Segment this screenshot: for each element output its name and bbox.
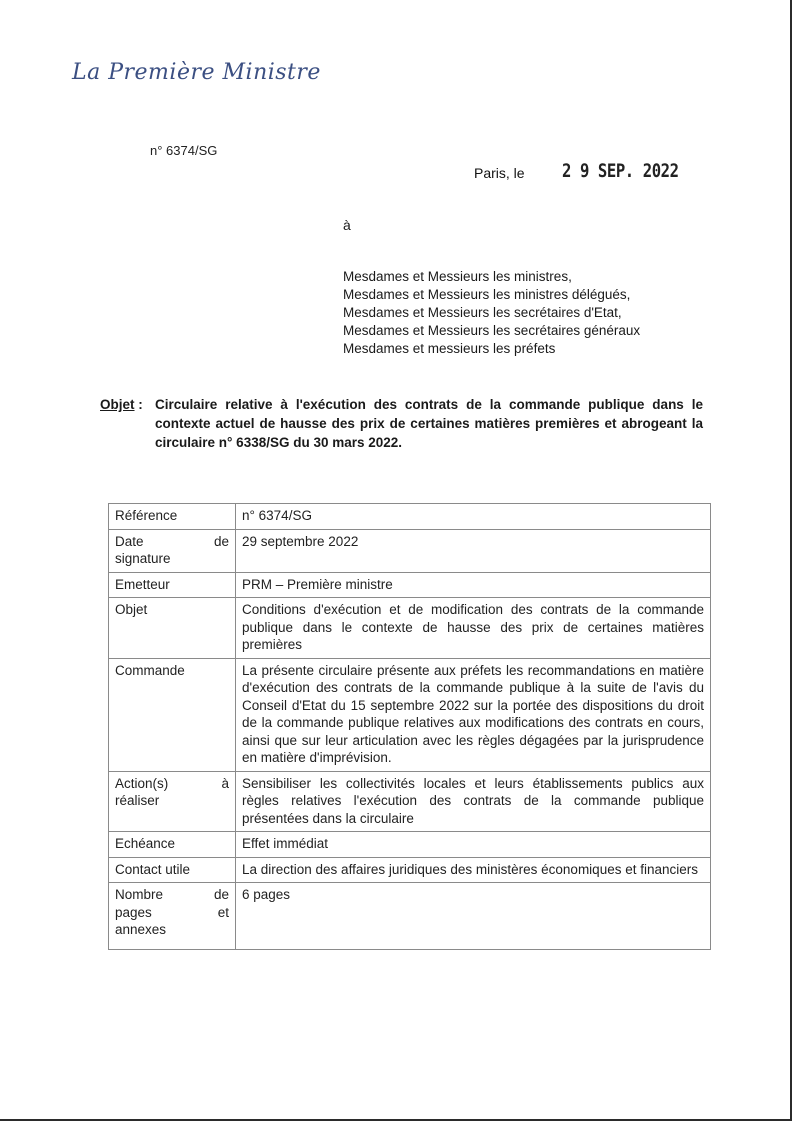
subject-text: Circulaire relative à l'exécution des contrats de la commande publique dans le contexte actuel de hausse des prix de certaines matières premières et abrogeant la circulaire n° 6338/SG du 30 mars 2022. xyxy=(155,397,703,450)
recipient-line: Mesdames et Messieurs les ministres délégués, xyxy=(343,287,631,302)
recipient-line: Mesdames et Messieurs les secrétaires d'Etat, xyxy=(343,305,622,320)
recipient-line: Mesdames et messieurs les préfets xyxy=(343,341,556,356)
summary-table xyxy=(108,503,711,950)
row-key xyxy=(109,771,236,832)
table-row xyxy=(109,832,711,858)
row-value: 29 septembre 2022 xyxy=(236,529,711,572)
row-key-line: pages et xyxy=(115,904,229,920)
row-key xyxy=(109,572,236,598)
row-value: PRM – Première ministre xyxy=(236,572,711,598)
recipient-line: Mesdames et Messieurs les ministres, xyxy=(343,269,572,284)
row-key xyxy=(109,598,236,659)
subject-label-text: Objet xyxy=(100,397,135,412)
recipient-line: Mesdames et Messieurs les secrétaires généraux xyxy=(343,323,641,338)
reference-number: n° 6374/SG xyxy=(150,143,218,158)
row-key xyxy=(109,658,236,771)
date-stamp: 2 9 SEP. 2022 xyxy=(562,160,679,182)
row-key xyxy=(109,504,236,530)
row-key xyxy=(109,857,236,883)
table-row xyxy=(109,658,711,771)
table-row xyxy=(109,771,711,832)
row-key-line: Emetteur xyxy=(115,576,170,592)
row-key-line: annexes xyxy=(115,922,167,937)
row-key-line: Objet xyxy=(115,602,148,617)
row-key xyxy=(109,832,236,858)
place-label: Paris, le xyxy=(474,165,525,181)
row-key-line: Nombre de xyxy=(115,887,229,902)
row-value: 6 pages xyxy=(236,883,711,950)
row-key-line: Echéance xyxy=(115,836,176,851)
row-value: Effet immédiat xyxy=(236,832,711,858)
table-row xyxy=(109,572,711,598)
letterhead-logo: La Première Ministre xyxy=(72,60,321,85)
row-key-line: signature xyxy=(115,551,171,566)
subject-label xyxy=(100,397,143,412)
row-key-line: Contact utile xyxy=(115,861,191,877)
recipient-list xyxy=(343,268,640,358)
row-key-line: Date de xyxy=(115,533,229,549)
row-key-line: réaliser xyxy=(115,793,160,808)
row-key xyxy=(109,529,236,572)
table-row xyxy=(109,883,711,950)
row-value: Sensibiliser les collectivités locales et leurs établissements publics aux règles relatives l'exécution des contrats de la commande publique présentées dans la circulaire xyxy=(236,771,711,832)
table-row xyxy=(109,857,711,883)
row-key xyxy=(109,883,236,950)
subject-label-colon: : xyxy=(134,397,143,412)
table-row xyxy=(109,529,711,572)
row-value: Conditions d'exécution et de modification des contrats de la commande publique dans le contexte de hausse des prix de certaines matières premières xyxy=(236,598,711,659)
table-row xyxy=(109,504,711,530)
row-key-line: Commande xyxy=(115,662,185,678)
row-value: La présente circulaire présente aux préfets les recommandations en matière d'exécution des contrats de la commande publique à la suite de l'avis du Conseil d'Etat du 15 septembre 2022 sur la portée des dispositions du droit de la commande publique relatives aux modifications des contrats en cours, ainsi que sur leur articulation avec les règles dégagées par la jurisprudence en matière d'imprévision. xyxy=(236,658,711,771)
row-value: n° 6374/SG xyxy=(236,504,711,530)
row-key-line: Référence xyxy=(115,508,178,523)
recipient-prefix: à xyxy=(343,217,351,233)
row-value: La direction des affaires juridiques des ministères économiques et financiers xyxy=(236,857,711,883)
table-row xyxy=(109,598,711,659)
row-key-line: Action(s) à xyxy=(115,775,229,791)
